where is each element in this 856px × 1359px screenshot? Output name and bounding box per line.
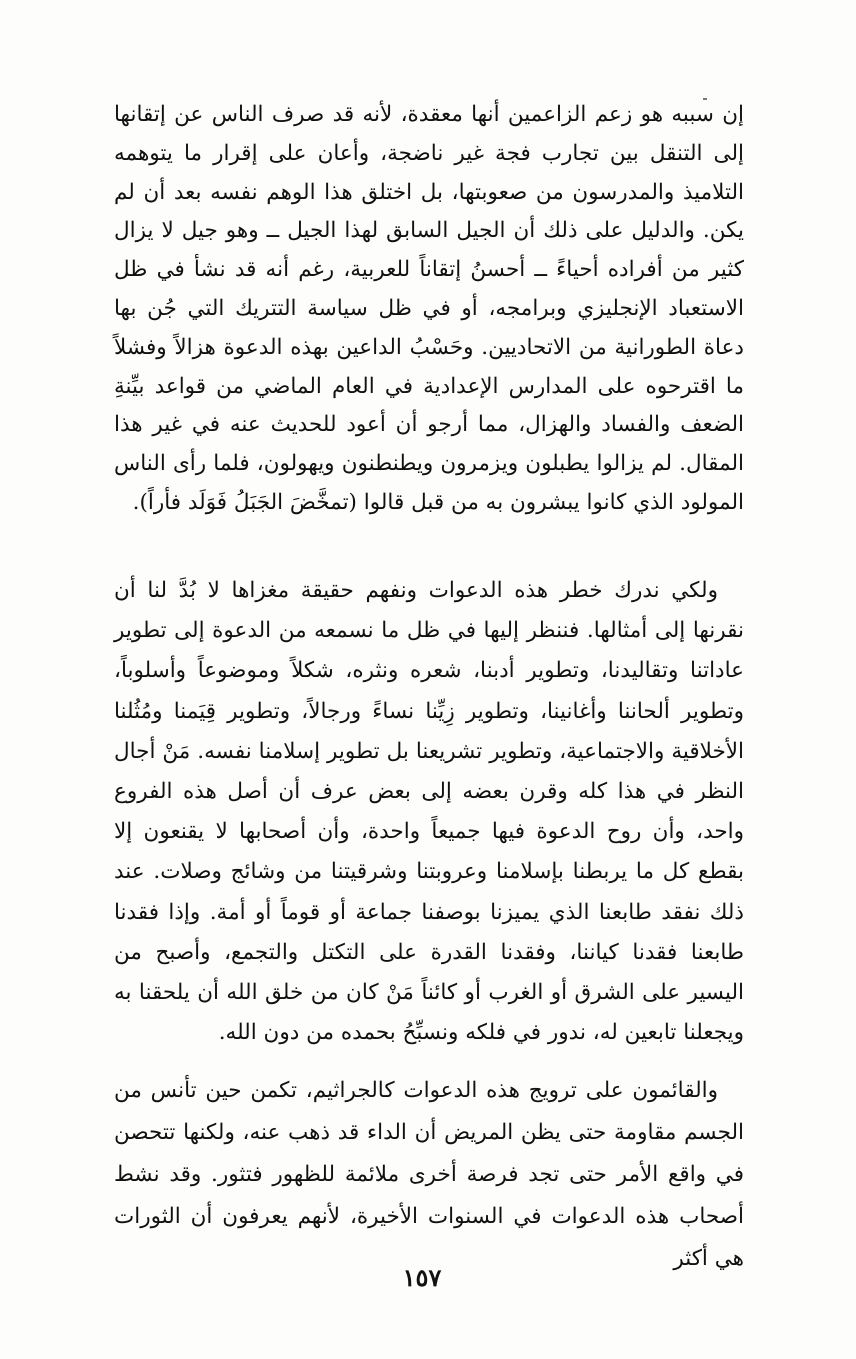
paragraph-2: [114, 571, 744, 1053]
paragraph-3: [114, 1070, 744, 1280]
paragraph-1: [114, 96, 744, 523]
page-number: ١٥٧: [402, 1263, 442, 1292]
paragraph-1-text: إن سببه هو زعم الزاعمين أنها معقدة، لأنه قد صرف الناس عن إتقانها إلى التنقل بين تجارب فجة غير ناضجة، وأعان على إقرار ما يتوهمه التلاميذ والمدرسون من صعوبتها، بل اختلق هذا الوهم نفسه بعد أن لم يكن. والدليل على ذلك أن الجيل السابق لهذا الجيل ــ وهو جيل لا يزال كثير من أفراده أحياءً ــ أحسنُ إتقاناً للعربية، رغم أنه قد نشأ في ظل الاستعباد الإنجليزي وبرامجه، أو في ظل سياسة التتريك التي جُن بها دعاة الطورانية من الاتحاديين. وحَسْبُ الداعين بهذه الدعوة هزالاً وفشلاً ما اقترحوه على المدارس الإعدادية في العام الماضي من قواعد بيِّنةِ الضعف والفساد والهزال، مما أرجو أن أعود للحديث عنه في غير هذا المقال. لم يزالوا يطبلون ويزمرون ويطنطنون ويهولون، فلما رأى الناس المولود الذي كانوا يبشرون به من قبل قالوا (تمخَّضَ الجَبَلُ فَوَلَد فأراً).: [114, 102, 744, 515]
paragraph-2-text: ولكي ندرك خطر هذه الدعوات ونفهم حقيقة مغزاها لا بُدَّ لنا أن نقرنها إلى أمثالها. فننظر إليها في ظل ما نسمعه من الدعوة إلى تطوير عاداتنا وتقاليدنا، وتطوير أدبنا، شعره ونثره، شكلاً وموضوعاً وأسلوباً، وتطوير ألحاننا وأغانينا، وتطوير زِيِّنا نساءً ورجالاً، وتطوير قِيَمنا ومُثُلنا الأخلاقية والاجتماعية، وتطوير تشريعنا بل تطوير إسلامنا نفسه. مَنْ أجال النظر في هذا كله وقرن بعضه إلى بعض عرف أن أصل هذه الفروع واحد، وأن روح الدعوة فيها جميعاً واحدة، وأن أصحابها لا يقنعون إلا بقطع كل ما يربطنا بإسلامنا وعروبتنا وشرقيتنا من وشائج وصلات. عند ذلك نفقد طابعنا الذي يميزنا بوصفنا جماعة أو قوماً أو أمة. وإذا فقدنا طابعنا فقدنا كياننا، وفقدنا القدرة على التكتل والتجمع، وأصبح من اليسير على الشرق أو الغرب أو كائناً مَنْ كان من خلق الله أن يلحقنا به ويجعلنا تابعين له، ندور في فلكه ونسبِّحُ بحمده من دون الله.: [114, 578, 744, 1046]
paragraph-3-text: والقائمون على ترويج هذه الدعوات كالجراثيم، تكمن حين تأنس من الجسم مقاومة حتى يظن المريض أن الداء قد ذهب عنه، ولكنها تتحصن في واقع الأمر حتى تجد فرصة أخرى ملائمة للظهور فتثور. وقد نشط أصحاب هذه الدعوات في السنوات الأخيرة، لأنهم يعرفون أن الثورات هي أكثر: [114, 1078, 744, 1271]
